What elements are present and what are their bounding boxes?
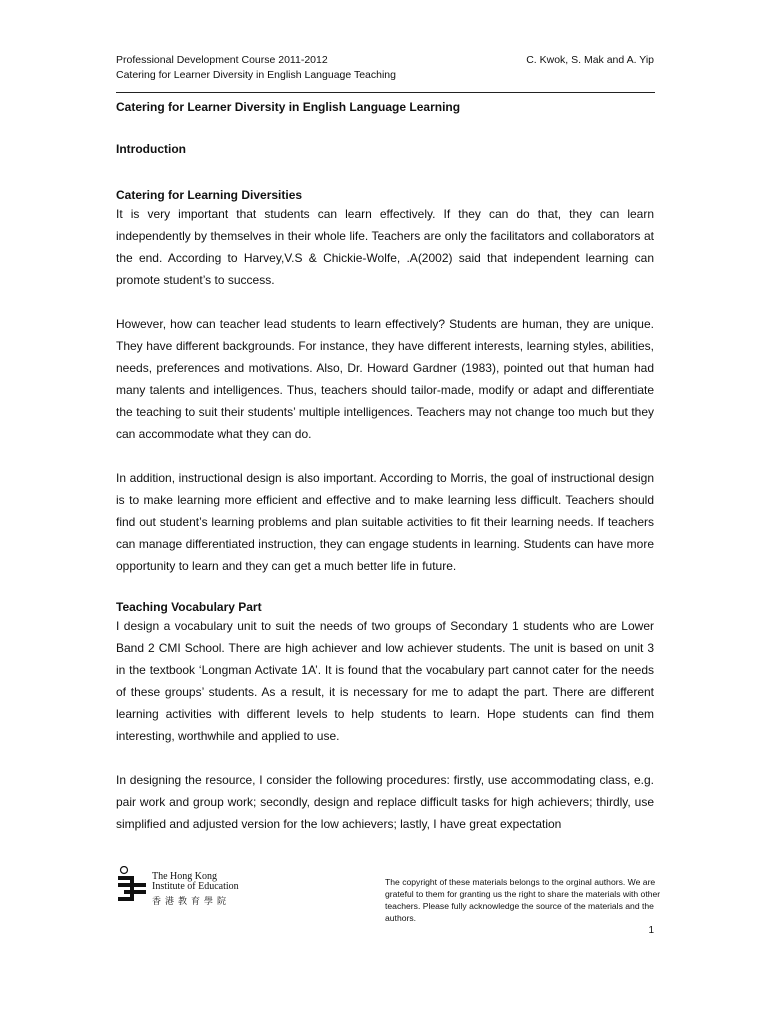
document-title: Catering for Learner Diversity in English Language Learning [116, 100, 461, 114]
section-heading-vocabulary: Teaching Vocabulary Part [116, 600, 262, 614]
header-divider [116, 92, 655, 93]
copyright-notice: The copyright of these materials belongs to the orginal authors. We are grateful to them for granting us the right to share the materials with other teachers. Please fully acknowledge the source of the materials and the authors. [385, 877, 661, 923]
paragraph-4: I design a vocabulary unit to suit the needs of two groups of Secondary 1 students who are Lower Band 2 CMI School. There are high achiever and low achiever students. The unit is based on unit 3 in the textbook ‘Longman Activate 1A’. It is found that the vocabulary part cannot cater for the needs of these groups’ students. As a result, it is necessary for me to adapt the part. There are different learning activities with different levels to help students to learn. Hope students can find them interesting, worthwhile and applied to use. [116, 619, 654, 743]
logo-line-2: Institute of Education [152, 881, 239, 892]
course-name: Professional Development Course 2011-2012 [116, 54, 328, 66]
logo-wordmark [152, 872, 239, 892]
paragraph-1: It is very important that students can learn effectively. If they can do that, they can learn independently by themselves in their whole life. Teachers are only the facilitators and collaborators at the end. According to Harvey,V.S & Chickie-Wolfe, .A(2002) said that independent learning can promote student’s to success. [116, 207, 654, 287]
paragraph-5: In designing the resource, I consider the following procedures: firstly, use accommodating class, e.g. pair work and group work; secondly, design and replace difficult tasks for high achievers; thirdly, use simplified and adjusted version for the low achievers; lastly, I have great expectation [116, 773, 654, 831]
section-heading-learning-diversities: Catering for Learning Diversities [116, 188, 303, 202]
paragraph-3: In addition, instructional design is also important. According to Morris, the goal of instructional design is to make learning more efficient and effective and to make learning less difficult. Teachers should find out student’s learning problems and plan suitable activities to fit their learning needs. If teachers can manage differentiated instruction, they can engage students in learning. Students can have more opportunity to learn and they can get a much better life in future. [116, 471, 654, 573]
document-body [116, 99, 654, 835]
paragraph-2: However, how can teacher lead students to learn effectively? Students are human, they are unique. They have different backgrounds. For instance, they have different interests, learning styles, abilities, needs, preferences and motivations. Also, Dr. Howard Gardner (1983), pointed out that human had many talents and intelligences. Thus, teachers should tailor-made, modify or adapt and differentiate the teaching to suit their students’ multiple intelligences. Teachers may not change too much but they can accommodate what they can do. [116, 317, 654, 441]
running-header-authors: C. Kwok, S. Mak and A. Yip [526, 54, 654, 66]
course-subtitle: Catering for Learner Diversity in English Language Teaching [116, 69, 396, 81]
running-header-left [116, 53, 396, 83]
logo-line-1: The Hong Kong [152, 871, 217, 882]
logo-chinese-name: 香港教育學院 [152, 897, 231, 907]
introduction-heading: Introduction [116, 142, 186, 156]
page-number: 1 [648, 925, 654, 936]
